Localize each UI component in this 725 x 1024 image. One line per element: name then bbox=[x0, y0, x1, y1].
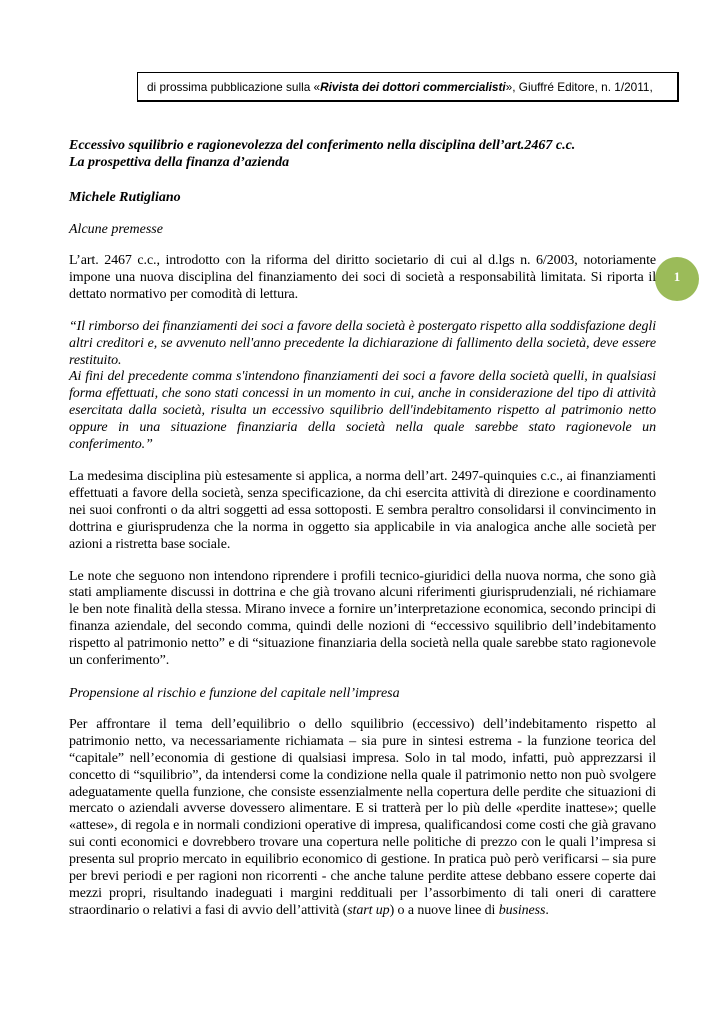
publication-note: di prossima pubblicazione sulla «Rivista dei dottori commercialisti», Giuffré Editore, n. 1/2011, bbox=[137, 72, 679, 102]
article-body bbox=[69, 137, 656, 920]
paragraph-4: Per affrontare il tema dell’equilibrio o dello squilibrio (eccessivo) dell’indebitamento rispetto al patrimonio netto, va necessariamente richiamata – sia pure in sintesi estrema - la funzione teorica del “capitale” nell’economia di gestione di qualsiasi impresa. Solo in tal modo, infatti, può apprezzarsi il concetto di “squilibrio”, da intendersi come la condizione nella quale il patrimonio netto non può svolgere adeguatamente quella funzione, che consiste essenzialmente nella copertura delle perdite che situazioni di mercato o aziendali avverse dovessero alimentare. E si tratterà per lo più delle «perdite inattese»; quelle «attese», di regola e in normali condizioni operative di impresa, qualificandosi come costi che già gravano sui conti economici e dovrebbero trovare una copertura nelle politiche di prezzo con le quali l’impresa si presenta sul proprio mercato in equilibrio economico di gestione. In pratica può però verificarsi – sia pure per brevi periodi e per ragioni non ricorrenti - che anche talune perdite attese debbano essere coperte dai mezzi propri, risultando inadeguati i margini reddituali per l’assorbimento di tali oneri di carattere straordinario o relativi a fasi di avvio dell’attività (start up) o a nuove linee di business. bbox=[69, 716, 656, 918]
paragraph-3: Le note che seguono non intendono riprendere i profili tecnico-giuridici della nuova norma, che sono già stati ampliamente discussi in dottrina e che già trovano alcuni riferimenti giurisprudenziali, né richiamare le ben note finalità della stessa. Mirano invece a fornire un’interpretazione economica, secondo principi di finanza aziendale, del secondo comma, quindi delle nozioni di “eccessivo squilibrio dell’indebitamento rispetto al patrimonio netto” e di “situazione finanziaria della società nella quale sarebbe stato ragionevole un conferimento”. bbox=[69, 568, 656, 669]
quote-paragraph-2: Ai fini del precedente comma s'intendono finanziamenti dei soci a favore della società quelli, in qualsiasi forma effettuati, che sono stati concessi in un momento in cui, anche in considerazione del tipo di attività esercitata dalla società, risulta un eccessivo squilibrio dell'indebitamento rispetto al patrimonio netto oppure in una situazione finanziaria della società nella quale sarebbe stato ragionevole un conferimento.” bbox=[69, 369, 656, 453]
author-name: Michele Rutigliano bbox=[69, 190, 181, 205]
journal-name: Rivista dei dottori commercialisti bbox=[320, 80, 506, 94]
page-number-badge: 1 bbox=[655, 257, 699, 301]
article-title: Eccessivo squilibrio e ragionevolezza del conferimento nella disciplina dell’art.2467 c.c. bbox=[69, 138, 576, 153]
quote-paragraph-1: “Il rimborso dei finanziamenti dei soci a favore della società è postergato rispetto alla soddisfazione degli altri creditori e, se avvenuto nell'anno precedente la dichiarazione di fallimento della società, deve essere restituito. bbox=[69, 318, 656, 368]
paragraph-2: La medesima disciplina più estesamente si applica, a norma dell’art. 2497-quinquies c.c., ai finanziamenti effettuati a favore della società, senza specificazione, da chi esercita attività di direzione e coordinamento nei suoi confronti o da altri soggetti ad essa sottoposti. E sembra peraltro consolidarsi il convincimento in dottrina e giurisprudenza che la norma in oggetto sia applicabile in via analogica anche alle società per azioni a ristretta base sociale. bbox=[69, 468, 656, 552]
section-heading-premesse: Alcune premesse bbox=[69, 222, 163, 237]
article-subtitle: La prospettiva della finanza d’azienda bbox=[69, 155, 290, 170]
section-heading-propensione: Propensione al rischio e funzione del capitale nell’impresa bbox=[69, 685, 400, 701]
paragraph-1: L’art. 2467 c.c., introdotto con la riforma del diritto societario di cui al d.lgs n. 6/2003, notoriamente impone una nuova disciplina del finanziamento dei soci di società a responsabilità limitata. Si riporta il dettato normativo per comodità di lettura. bbox=[69, 253, 656, 302]
